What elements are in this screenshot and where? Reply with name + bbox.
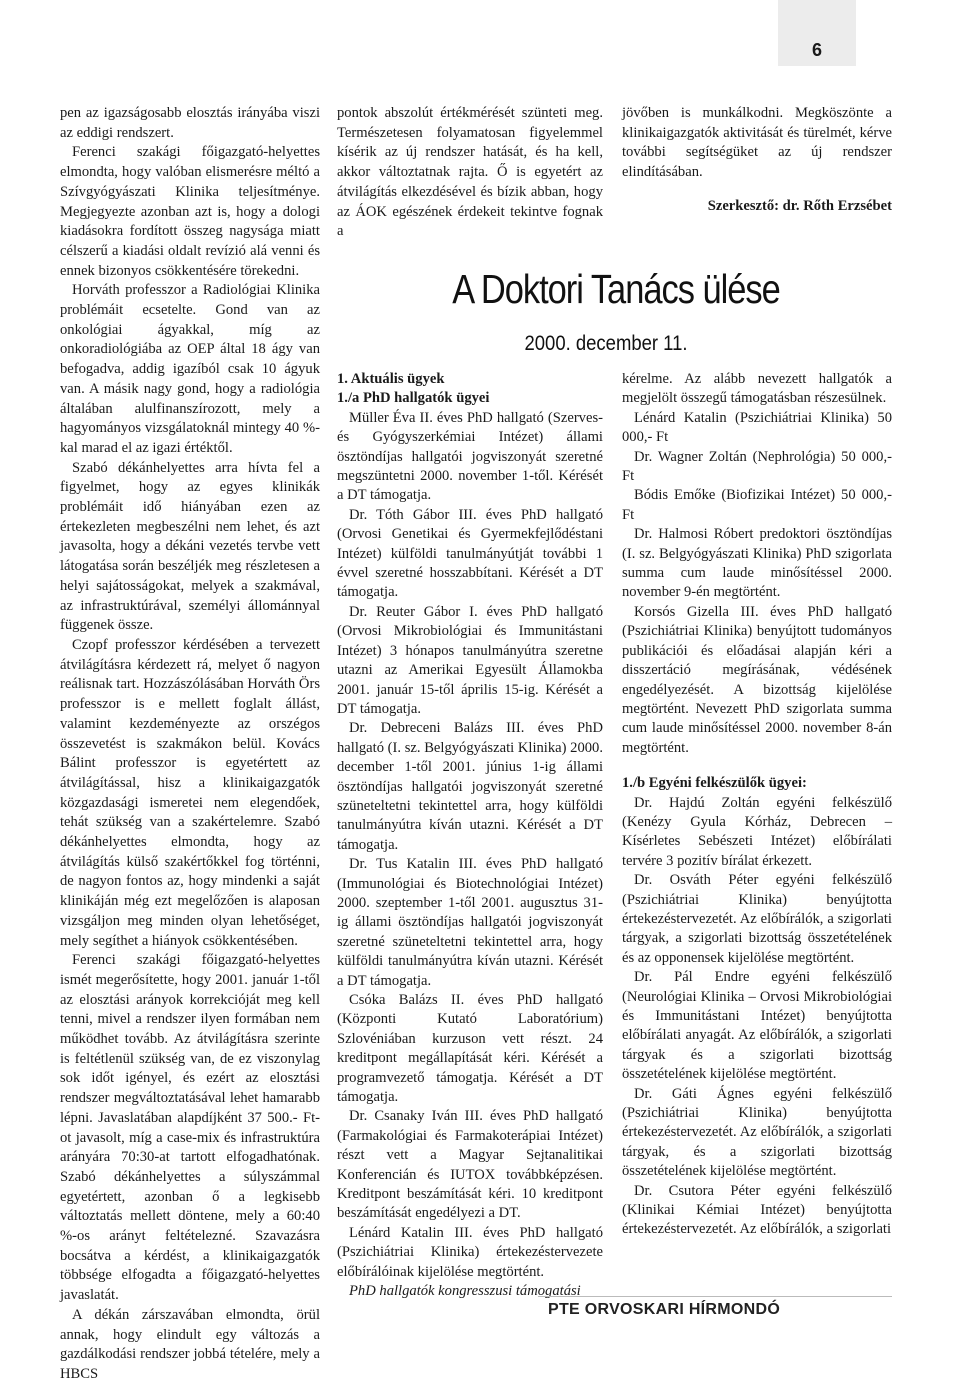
col2-paragraph: Müller Éva II. éves PhD hallgató (Szerves- és Gyógyszerkémiai Intézet) állami ösztöndíjas hallgatói jogviszonyát szeretné megszüntetni 2000. november 1-től. Kérését a DT támogatja. (337, 409, 603, 504)
col3-paragraph: Dr. Pál Endre egyéni felkészülő (Neurológiai Klinika – Orvosi Mikrobiológiai és Immunitástani Intézet) benyújtotta előbírálati anyagát. Az előbírálók, a szigorlati tárgyak és a szigorlati bizottság összetételének kijelölése megtörtént. (622, 969, 892, 1083)
col1-paragraph: Ferenci szakági főigazgató-helyettes elmondta, hogy valóban elismerésre méltó a Szívgyógyászati Klinika teljesítménye. Megjegyezte azonban azt is, hogy a dologi kiadásokra fordított összeg nagysága miatt célszerű a kiadási oldalt revízió alá venni és ennek bizonyos csökkentésére törekedni. (60, 144, 320, 279)
article-title: A Doktori Tanács ülése (452, 266, 780, 312)
col3-paragraph: Korsós Gizella III. éves PhD hallgató (Pszichiátriai Klinika) benyújtott tudományos publikációi és előadásai alapján kéri a disszertáció megírásának, védésének engedélyezését. A bizottság kijelölése megtörtént. Nevezett PhD szigorlata summa cum laude minősítéssel 2000. november 8-án megtörtént. (622, 603, 892, 756)
col3-paragraph: Dr. Gáti Ágnes egyéni felkészülő (Pszichiátriai Klinika) benyújtotta értekezéstervezetét. Az előbírálók, a szigorlati tárgyak, és a szigorlati bizottság összetételének kijelölése megtörtént. (622, 1085, 892, 1180)
col1-paragraph: Czopf professzor kérdésében a tervezett átvilágításra kérdezett rá, melyet ő nagyon reálisnak tart. Hozzászólásában Horváth Örs professzor is e mellett foglalt állást, valamint kezdeményezte az orszégos összevetést is szakmákon belül. Kovács Bálint professzor is egyetértett az átvilágítással, hisz a klinikaigazgatók közgazdasági ismeretei nem elegendőek, tehát szükség van a szakértelemre. Szabó dékánhelyettes elmondta, hogy az átvilágítás külső szakértőkkel fog történni, de nagyon fontos az, hogy mindenki a saját klinikáján még ezt megelőzően is alaposan vizsgáljon meg minden olyan lehetőséget, mely segíthet a hiányok csökkentésében. (60, 636, 320, 949)
col3-paragraph: Dr. Hajdú Zoltán egyéni felkészülő (Kenézy Gyula Kórház, Debrecen – Kísérletes Sebészeti Intézet) előbírálati tervére 3 pozitív bírálat érkezett. (622, 794, 892, 869)
page-number-box (778, 0, 856, 66)
col2-paragraph: PhD hallgatók kongresszusi támogatási (349, 1283, 581, 1300)
column-3-body (622, 370, 892, 1240)
section-heading: 1./a PhD hallgatók ügyei (337, 390, 490, 407)
footer-publication-name: PTE ORVOSKARI HÍRMONDÓ (548, 1301, 781, 1318)
column-2-body (337, 370, 603, 1302)
section-heading: 1. Aktuális ügyek (337, 371, 445, 387)
editor-credit: Szerkesztő: dr. Rőth Erzsébet (707, 198, 892, 214)
col2-paragraph: Dr. Debreceni Balázs III. éves PhD hallgató (I. sz. Belgyógyászati Klinika) 2000. december 1-től 2001. június 1-ig állami ösztöndíjas hallgatói jogviszonyát szeretné szüneteltetni tekintettel arra, hogy külföldi tanulmányútra kíván utazni. Kérését a DT támogatja. (337, 720, 603, 853)
col3-top-paragraph: jövőben is munkálkodni. Megköszönte a klinikaigazgatók aktivitását és türelmét, kérve további segítségüket az új rendszer elindításában. (622, 105, 892, 181)
col2-paragraph: Csóka Balázs II. éves PhD hallgató (Központi Kutató Laboratórium) Szlovéniában kurzuson vett részt. 24 kreditpont megállapítását kéri. Kérését a programvezető támogatja. Kérését a DT támogatja. (337, 992, 603, 1106)
col2-paragraph: Dr. Reuter Gábor I. éves PhD hallgató (Orvosi Mikrobiológiai és Immunitástani Intézet) 3 hónapos tanulmányútra szeretne utazni az Amerikai Egyesült Államokba 2001. január 15-től április 15-ig. Kérését a DT támogatja. (337, 603, 603, 717)
col3-paragraph: Dr. Wagner Zoltán (Nephrológia) 50 000,- Ft (622, 448, 892, 485)
col1-paragraph: Ferenci szakági főigazgató-helyettes ismét megerősítette, hogy 2001. január 1-től az elosztási arányok korrekcióját meg kell tenni, mivel a rendszer ilyen formában nem működhet tovább. Az átvilágításra szerinte is feltétlenül szükség van, de ez viszonylag sok időt igényel, és ezért az elosztási rendszer megváltoztatásával lehet hamarabb lépni. Javaslatában alapdíjként 37 500.- Ft-ot javasolt, míg a case-mix és infrastruktúra arányára 70:30-at tartott elfogadhatónak. Szabó dékánhelyettes a súlyszámmal egyetértett, azonban ő a legkisebb változtatás mellett döntene, mely a 60:40 %-os arányt feltételezné. Szavazásra bocsátva a kérdést, a klinikaigazgatók többsége elfogadta a főigazgató-helyettes javaslatát. (60, 952, 320, 1304)
footer-divider (538, 1296, 892, 1297)
page-number: 6 (811, 40, 822, 60)
col3-paragraph: Dr. Osváth Péter egyéni felkészülő (Pszichiátriai Klinika) benyújtotta értekezéstervezetét. Az előbírálók, a szigorlati tárgyak, a szigorlati bizottság összetételének és az opponensek kijelölése megtörtént. (622, 872, 892, 966)
col2-paragraph: Dr. Csanaky Iván III. éves PhD hallgató (Farmakológiai és Farmakoterápiai Intézet) részt vett a Magyar Sejtanalitikai Konferencián és IUTOX továbbképzésen. Kreditpont beszámítását kéri. 10 kreditpont beszámítását engedélyezi a DT. (337, 1108, 603, 1222)
col1-paragraph: pen az igazságosabb elosztás irányába viszi az eddigi rendszert. (60, 105, 320, 141)
article-date: 2000. december 11. (524, 332, 688, 355)
column-1 (60, 104, 320, 1385)
col2-paragraph: Dr. Tus Katalin III. éves PhD hallgató (Immunológiai és Biotechnológiai Intézet) 2000. szeptember 1-től 2001. augusztus 31-ig állami ösztöndíjas hallgatói jogviszonyát szeretné szüneteltetni tekintettel arra, hogy külföldi tanulmányútra kíván utazni. Kérését a DT támogatja. (337, 856, 603, 989)
col1-paragraph: Szabó dékánhelyettes arra hívta fel a figyelmet, hogy az egyes klinikák problémáit idő hiányában ezen az értekezleten megbeszélni nem lehet, és azt javasolta, hogy a dékáni vezetés tervbe vett látogatása során beszéljék meg részletesen a helyi sajátosságokat, melyek a szakmával, az infrastruktúrával, személyi állománnyal függenek össze. (60, 459, 320, 634)
col3-paragraph: Bódis Emőke (Biofizikai Intézet) 50 000,-Ft (622, 487, 892, 523)
column-3-top (622, 104, 892, 183)
col3-paragraph: Dr. Halmosi Róbert predoktori ösztöndíjas (I. sz. Belgyógyászati Klinika) PhD szigorlata summa cum laude minősítéssel 2000. november 9-én megtörtént. (622, 526, 892, 601)
col2-top-paragraph: pontok abszolút értékmérését szünteti meg. Természetesen folyamatosan figyelemmel kísérik az új rendszer hatását, és ha kell, akkor változtatnak rajta. Ő is egyetért az átvilágítás elkezdésével és bízik abban, hogy az ÁOK egészének érdekeit tekintve fognak a (337, 105, 603, 240)
col3-paragraph: Lénárd Katalin (Pszichiátriai Klinika) 50 000,- Ft (622, 409, 892, 446)
col3-paragraph: kérelme. Az alább nevezett hallgatók a megjelölt összegű támogatásban részesülnek. (622, 371, 892, 407)
section-heading: 1./b Egyéni felkészülők ügyei: (622, 775, 807, 792)
col1-paragraph: A dékán zárszavában elmondta, örül annak, hogy elindult egy változás a gazdálkodási rendszer jobbá tételére, mely a HBCS (60, 1306, 320, 1382)
col1-paragraph: Horváth professzor a Radiológiai Klinika problémáit ecsetelte. Gond van az onkológiai ágyakkal, míg az onkoradiológiába az OEP által 18 ágy van befogadva, addig igazíból csak 10 ágyuk van. A másik nagy gond, hogy a radiológia általában alulfinanszírozott, mely a hagyományos vizsgálatoknál mintegy 40 %-kal marad el az igazi értéktől. (60, 282, 320, 456)
col2-paragraph: Dr. Tóth Gábor III. éves PhD hallgató (Orvosi Genetikai és Gyermekfejlődéstani Intézet) külföldi tanulmányútját további 1 évvel szeretné hosszabbítani. Kérését a DT támogatja. (337, 506, 603, 601)
column-2-top (337, 104, 603, 242)
col3-paragraph: Dr. Csutora Péter egyéni felkészülő (Klinikai Kémiai Intézet) benyújtotta értekezéstervezetét. Az előbírálók, a szigorlati (622, 1182, 892, 1238)
col2-paragraph: Lénárd Katalin III. éves PhD hallgató (Pszichiátriai Klinika) értekezéstervezete előbírálóinak kijelölése megtörtént. (337, 1224, 603, 1280)
